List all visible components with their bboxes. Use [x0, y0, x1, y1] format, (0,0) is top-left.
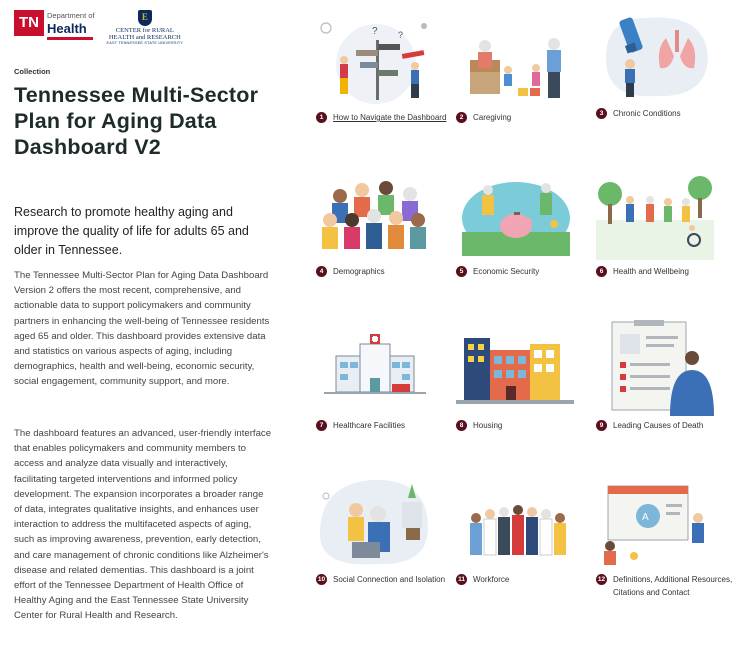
social-connection-illustration [316, 474, 434, 570]
card-navigate[interactable] [316, 12, 456, 125]
card-number-badge: 10 [317, 576, 326, 583]
card-label[interactable]: Leading Causes of Death [613, 421, 704, 430]
card-number-badge: 3 [596, 108, 607, 119]
card-healthcare-facilities[interactable] [316, 320, 456, 433]
card-definitions-resources[interactable] [596, 474, 736, 599]
card-economic-security[interactable] [456, 166, 596, 279]
card-label[interactable]: Definitions, Additional Resources, Citations and Contact [613, 575, 733, 597]
card-label[interactable]: Workforce [473, 575, 510, 584]
housing-illustration [456, 320, 574, 416]
economic-security-illustration [456, 166, 574, 262]
demographics-illustration [316, 166, 434, 262]
card-number-badge: 8 [456, 420, 467, 431]
features-paragraph: The dashboard features an advanced, user-friendly interface that enables policymakers and community members to access and analyze data visually and interactively, facilitating targeted interventions and informed policy development. The expansion incorporates a broader range of data, integrates qualitative insights, and enhances user interaction to address the multifaceted aspects of aging, such as improving awareness, prevention, early detection, and care management of chronic conditions like Alzheimer's disease and related dementias. This dashboard is a joint effort of the Tennessee Department of Health Office of Healthy Aging and the East Tennessee State University Center for Rural Health and Research. [14, 428, 272, 622]
tn-health-logo[interactable] [14, 10, 95, 40]
card-number-badge: 11 [456, 574, 467, 585]
card-label[interactable]: Demographics [333, 267, 385, 276]
workforce-illustration [456, 474, 574, 570]
collection-label: Collection [14, 67, 51, 76]
card-label[interactable]: How to Navigate the Dashboard [333, 113, 447, 122]
card-social-connection[interactable] [316, 474, 456, 587]
healthcare-facilities-illustration [316, 320, 434, 416]
intro-paragraph: The Tennessee Multi-Sector Plan for Aging Data Dashboard Version 2 offers the most recent, comprehensive, and actionable data to support policymakers and community partners in enhancing the well-being of Tennessee residents aged 65 and older. This dashboard provides extensive data and statistics on various aspects of aging, including demographics, health and well-being, economic security, social engagement, community support, and more. [14, 270, 270, 388]
header-logos [14, 10, 183, 45]
card-number-badge: 9 [596, 420, 607, 431]
dashboard-card-grid [310, 0, 736, 667]
card-number-badge: 5 [456, 266, 467, 277]
svg-text:A: A [642, 512, 649, 523]
card-label[interactable]: Housing [473, 421, 503, 430]
card-label[interactable]: Social Connection and Isolation [333, 575, 446, 584]
crh-shield-icon: E [138, 10, 152, 26]
health-wellbeing-illustration [596, 166, 714, 262]
card-label[interactable]: Chronic Conditions [613, 109, 681, 118]
svg-text:?: ? [372, 26, 378, 37]
card-housing[interactable] [456, 320, 596, 433]
page-subtitle: Research to promote healthy aging and improve the quality of life for adults 65 and older in Tennessee. [14, 205, 249, 257]
card-label[interactable]: Healthcare Facilities [333, 421, 406, 430]
card-chronic-conditions[interactable] [596, 8, 736, 121]
page-title: Tennessee Multi-Sector Plan for Aging Data Dashboard V2 [14, 83, 259, 159]
card-number-badge: 1 [316, 112, 327, 123]
caregiving-illustration [456, 12, 574, 108]
card-number-badge: 6 [596, 266, 607, 277]
card-number-badge: 7 [316, 420, 327, 431]
card-caregiving[interactable] [456, 12, 596, 125]
crh-logo-line2: HEALTH and RESEARCH [108, 34, 181, 41]
svg-text:?: ? [398, 30, 404, 40]
card-number-badge: 12 [597, 576, 606, 583]
card-label[interactable]: Caregiving [473, 113, 512, 122]
tn-logo-badge: TN [14, 10, 44, 36]
card-number-badge: 4 [316, 266, 327, 277]
card-label[interactable]: Health and Wellbeing [613, 267, 689, 276]
definitions-illustration [596, 474, 714, 570]
card-label[interactable]: Economic Security [473, 267, 540, 276]
card-health-wellbeing[interactable] [596, 166, 736, 279]
card-demographics[interactable] [316, 166, 456, 279]
card-leading-causes-of-death[interactable] [596, 320, 736, 433]
chronic-conditions-illustration [596, 8, 714, 104]
tn-logo-health: Health [47, 20, 87, 36]
crh-logo-line3: EAST TENNESSEE STATE UNIVERSITY [106, 41, 184, 45]
crh-logo[interactable] [107, 10, 184, 45]
tn-logo-dept: Department of [47, 11, 95, 20]
card-workforce[interactable] [456, 474, 596, 587]
leading-causes-illustration [596, 320, 714, 416]
crh-logo-line1: CENTER for RURAL [115, 27, 174, 34]
card-number-badge: 2 [456, 112, 467, 123]
navigate-illustration [316, 12, 434, 108]
tn-logo-underline [47, 37, 93, 40]
